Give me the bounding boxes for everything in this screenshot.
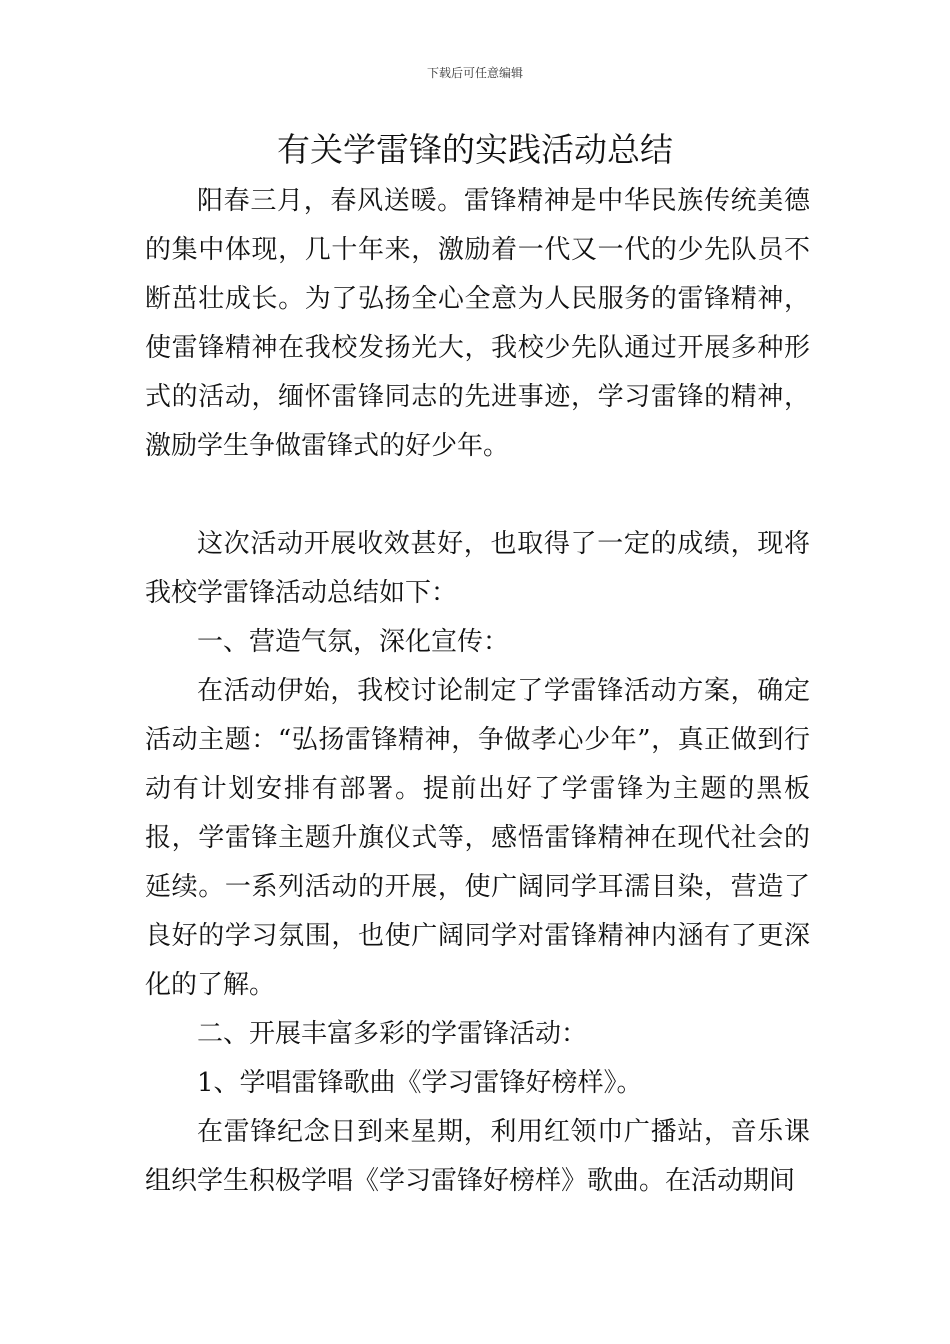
document-title: 有关学雷锋的实践活动总结 (277, 130, 673, 169)
paragraph-section-1: 在活动伊始，我校讨论制定了学雷锋活动方案，确定活动主题：“弘扬雷锋精神，争做孝心少年”，真正做到行动有计划安排有部署。提前出好了学雷锋为主题的黑板报，学雷锋主题升旗仪式等，感悟雷锋精神在现代社会的延续。一系列活动的开展，使广阔同学耳濡目染，营造了良好的学习氛围，也使广阔同学对雷锋精神内涵有了更深化的了解。 (145, 676, 810, 1000)
header-note: 下载后可任意编辑 (426, 66, 523, 80)
paragraph-spacer (145, 471, 810, 520)
section-heading-1: 一、营造气氛，深化宣传： (197, 627, 510, 657)
paragraph-summary-lead: 这次活动开展收效甚好，也取得了一定的成绩，现将我校学雷锋活动总结如下： (145, 529, 810, 608)
document-body (145, 177, 810, 1206)
paragraph-subsection-1: 在雷锋纪念日到来星期，利用红领巾广播站，音乐课组织学生积极学唱《学习雷锋好榜样》歌曲。在活动期间 (145, 1117, 810, 1196)
subsection-heading-1: 1、学唱雷锋歌曲《学习雷锋好榜样》。 (197, 1068, 643, 1098)
section-heading-2: 二、开展丰富多彩的学雷锋活动： (197, 1019, 588, 1049)
paragraph-intro: 阳春三月，春风送暖。雷锋精神是中华民族传统美德的集中体现，几十年来，激励着一代又一代的少先队员不断茁壮成长。为了弘扬全心全意为人民服务的雷锋精神，使雷锋精神在我校发扬光大，我校少先队通过开展多种形式的活动，缅怀雷锋同志的先进事迹，学习雷锋的精神，激励学生争做雷锋式的好少年。 (145, 186, 810, 461)
